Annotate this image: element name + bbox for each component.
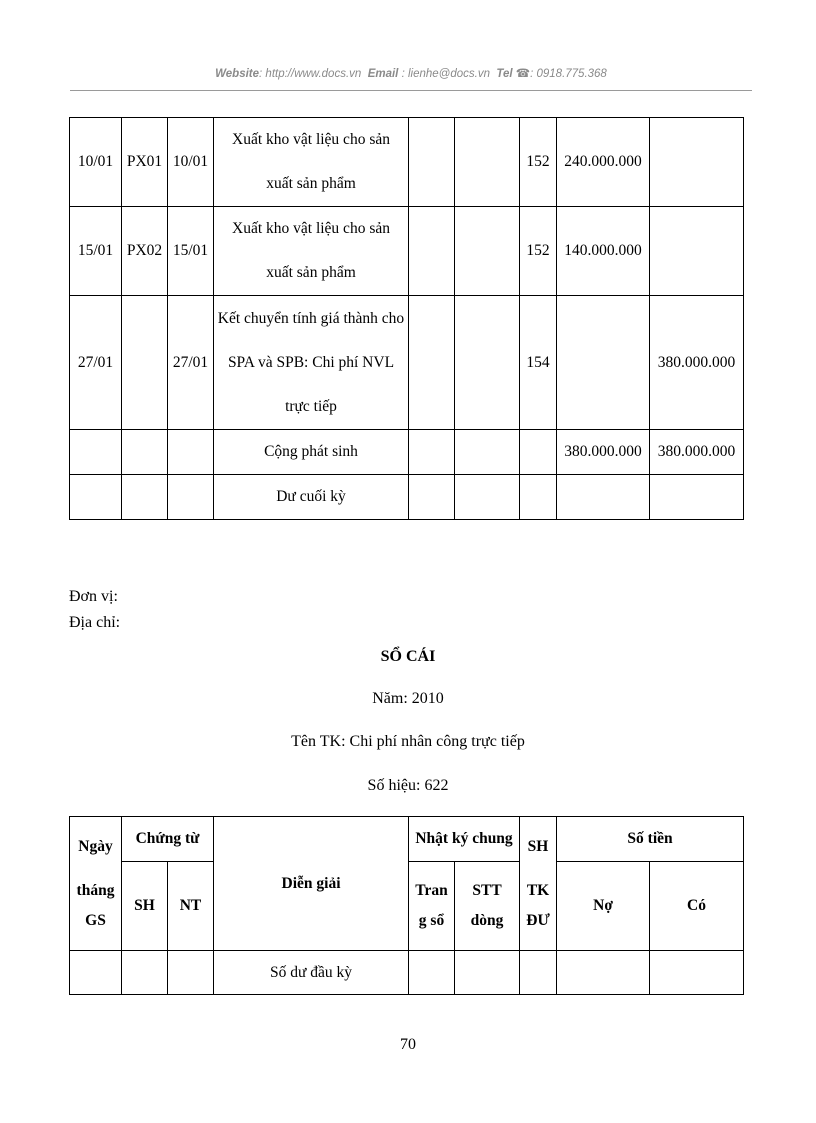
tel-value: : 0918.775.368 [530,68,607,80]
cell-tk: 152 [520,207,557,296]
col-co: Có [650,862,744,951]
closing-row [70,475,744,520]
page-number: 70 [400,1036,416,1053]
opening-label: Số dư đầu kỳ [214,951,409,995]
phone-icon: ☎ [515,68,531,80]
email-value: : lienhe@docs.vn [401,68,490,80]
cell-no: 240.000.000 [557,118,650,207]
table-row [70,296,744,430]
cell-dien-giai: Xuất kho vật liệu cho sản xuất sản phẩm [214,207,409,296]
total-row [70,430,744,475]
closing-label: Dư cuối kỳ [214,475,409,520]
year-label: Năm: 2010 [372,690,444,707]
cell-sh [122,296,168,430]
cell-co [650,207,744,296]
total-no: 380.000.000 [557,430,650,475]
col-so-tien: Số tiền [557,817,744,862]
opening-balance-row [70,951,744,995]
col-chung-tu: Chứng từ [122,817,214,862]
col-sh: SH [122,862,168,951]
cell-co: 380.000.000 [650,296,744,430]
cell-ngay: 10/01 [70,118,122,207]
cell-dien-giai: Kết chuyển tính giá thành cho SPA và SPB: Chi phí NVL trực tiếp [214,296,409,430]
cell-nt: 27/01 [168,296,214,430]
unit-label: Đơn vị: [69,588,118,605]
cell-dien-giai: Xuất kho vật liệu cho sản xuất sản phẩm [214,118,409,207]
col-nhat-ky-chung: Nhật ký chung [409,817,520,862]
table-row [70,207,744,296]
col-trang-so: Tran g sổ [409,862,455,951]
so-cai-table [69,816,744,995]
tel-label: Tel [496,68,513,80]
cell-stt-dong [455,118,520,207]
header-divider [70,90,752,91]
cell-stt-dong [455,296,520,430]
header-row [70,817,744,862]
cell-co [650,118,744,207]
website-value: : http://www.docs.vn [259,68,362,80]
page-header [70,66,752,80]
account-name: Tên TK: Chi phí nhân công trực tiếp [291,733,525,750]
ledger-table-continued [69,117,744,520]
address-label: Địa chỉ: [69,614,121,631]
cell-trang-so [409,207,455,296]
cell-nt: 15/01 [168,207,214,296]
cell-stt-dong [455,207,520,296]
cell-ngay: 15/01 [70,207,122,296]
total-label: Cộng phát sinh [214,430,409,475]
total-co: 380.000.000 [650,430,744,475]
col-nt: NT [168,862,214,951]
cell-ngay: 27/01 [70,296,122,430]
cell-no [557,296,650,430]
website-label: Website [215,68,260,80]
account-number: Số hiệu: 622 [367,777,449,794]
email-label: Email [367,68,399,80]
cell-tk: 152 [520,118,557,207]
cell-sh: PX02 [122,207,168,296]
col-sh-tk-du: SH TK ĐƯ [520,817,557,951]
cell-nt: 10/01 [168,118,214,207]
cell-tk: 154 [520,296,557,430]
page-title: SỔ CÁI [380,648,436,665]
cell-trang-so [409,296,455,430]
cell-sh: PX01 [122,118,168,207]
cell-trang-so [409,118,455,207]
cell-no: 140.000.000 [557,207,650,296]
col-stt-dong: STT dòng [455,862,520,951]
col-dien-giai: Diễn giải [214,817,409,951]
table-row [70,118,744,207]
col-no: Nợ [557,862,650,951]
col-ngay-thang: Ngày tháng GS [70,817,122,951]
